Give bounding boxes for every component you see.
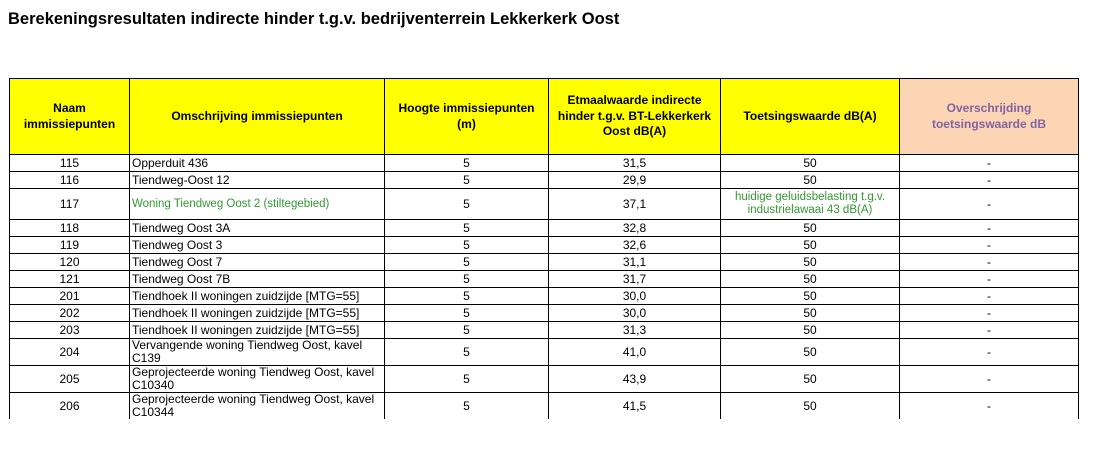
cell-toetsing: 50: [721, 155, 900, 172]
header-overschrijding: Overschrijding toetsingswaarde dB: [900, 79, 1079, 155]
cell-etmaal: 41,5: [549, 393, 721, 420]
cell-naam: 206: [10, 393, 130, 420]
cell-omschrijving: Tiendweg-Oost 12: [130, 172, 385, 189]
cell-toetsing: 50: [721, 172, 900, 189]
cell-hoogte: 5: [385, 189, 549, 220]
table-row: [10, 305, 1079, 322]
cell-etmaal: 32,8: [549, 220, 721, 237]
cell-omschrijving: Tiendhoek II woningen zuidzijde [MTG=55]: [130, 305, 385, 322]
cell-toetsing: 50: [721, 271, 900, 288]
cell-omschrijving: Vervangende woning Tiendweg Oost, kavel C139: [130, 339, 385, 366]
cell-toetsing: 50: [721, 254, 900, 271]
cell-etmaal: 30,0: [549, 288, 721, 305]
cell-naam: 205: [10, 366, 130, 393]
cell-toetsing: 50: [721, 322, 900, 339]
header-naam: Naam immissiepunten: [10, 79, 130, 155]
table-row: [10, 366, 1079, 393]
table-row: [10, 339, 1079, 366]
table-row: [10, 322, 1079, 339]
cell-etmaal: 30,0: [549, 305, 721, 322]
cell-hoogte: 5: [385, 220, 549, 237]
cell-hoogte: 5: [385, 393, 549, 420]
header-omschrijving: Omschrijving immissiepunten: [130, 79, 385, 155]
cell-naam: 115: [10, 155, 130, 172]
cell-hoogte: 5: [385, 366, 549, 393]
cell-toetsing: 50: [721, 366, 900, 393]
cell-etmaal: 31,3: [549, 322, 721, 339]
cell-toetsing: huidige geluidsbelasting t.g.v. industrielawaai 43 dB(A): [721, 189, 900, 220]
cell-etmaal: 41,0: [549, 339, 721, 366]
cell-omschrijving: Tiendweg Oost 7B: [130, 271, 385, 288]
table-row: [10, 172, 1079, 189]
page-title: Berekeningsresultaten indirecte hinder t.g.v. bedrijventerrein Lekkerkerk Oost: [8, 10, 620, 28]
cell-omschrijving: Geprojecteerde woning Tiendweg Oost, kavel C10340: [130, 366, 385, 393]
cell-toetsing: 50: [721, 305, 900, 322]
table-row: [10, 155, 1079, 172]
table-row: [10, 189, 1079, 220]
cell-omschrijving: Woning Tiendweg Oost 2 (stiltegebied): [130, 189, 385, 220]
results-table: [9, 78, 1079, 419]
cell-overschrijding: -: [900, 339, 1079, 366]
table-row: [10, 220, 1079, 237]
cell-omschrijving: Tiendweg Oost 7: [130, 254, 385, 271]
cell-overschrijding: -: [900, 288, 1079, 305]
cell-toetsing: 50: [721, 288, 900, 305]
cell-hoogte: 5: [385, 155, 549, 172]
cell-omschrijving: Tiendhoek II woningen zuidzijde [MTG=55]: [130, 288, 385, 305]
cell-overschrijding: -: [900, 366, 1079, 393]
table-row: [10, 288, 1079, 305]
cell-naam: 201: [10, 288, 130, 305]
cell-etmaal: 37,1: [549, 189, 721, 220]
cell-hoogte: 5: [385, 254, 549, 271]
cell-overschrijding: -: [900, 189, 1079, 220]
cell-overschrijding: -: [900, 254, 1079, 271]
cell-toetsing: 50: [721, 237, 900, 254]
cell-overschrijding: -: [900, 322, 1079, 339]
header-hoogte: Hoogte immissiepunten (m): [385, 79, 549, 155]
cell-overschrijding: -: [900, 155, 1079, 172]
cell-hoogte: 5: [385, 237, 549, 254]
cell-hoogte: 5: [385, 271, 549, 288]
cell-etmaal: 43,9: [549, 366, 721, 393]
header-toetsingswaarde: Toetsingswaarde dB(A): [721, 79, 900, 155]
table-row: [10, 254, 1079, 271]
cell-hoogte: 5: [385, 339, 549, 366]
table-row: [10, 237, 1079, 254]
cell-naam: 121: [10, 271, 130, 288]
cell-omschrijving: Tiendhoek II woningen zuidzijde [MTG=55]: [130, 322, 385, 339]
cell-etmaal: 32,6: [549, 237, 721, 254]
cell-toetsing: 50: [721, 220, 900, 237]
cell-omschrijving: Tiendweg Oost 3: [130, 237, 385, 254]
cell-toetsing: 50: [721, 393, 900, 420]
cell-naam: 116: [10, 172, 130, 189]
cell-naam: 119: [10, 237, 130, 254]
table-header-row: [10, 79, 1079, 155]
cell-overschrijding: -: [900, 220, 1079, 237]
table-row: [10, 393, 1079, 420]
table-row: [10, 271, 1079, 288]
cell-omschrijving: Tiendweg Oost 3A: [130, 220, 385, 237]
cell-naam: 204: [10, 339, 130, 366]
cell-naam: 203: [10, 322, 130, 339]
cell-omschrijving: Opperduit 436: [130, 155, 385, 172]
cell-etmaal: 31,7: [549, 271, 721, 288]
cell-etmaal: 31,5: [549, 155, 721, 172]
header-etmaalwaarde: Etmaalwaarde indirecte hinder t.g.v. BT-Lekkerkerk Oost dB(A): [549, 79, 721, 155]
cell-overschrijding: -: [900, 271, 1079, 288]
cell-overschrijding: -: [900, 393, 1079, 420]
cell-omschrijving: Geprojecteerde woning Tiendweg Oost, kavel C10344: [130, 393, 385, 420]
cell-overschrijding: -: [900, 237, 1079, 254]
cell-naam: 120: [10, 254, 130, 271]
cell-hoogte: 5: [385, 305, 549, 322]
cell-hoogte: 5: [385, 322, 549, 339]
cell-naam: 118: [10, 220, 130, 237]
cell-toetsing: 50: [721, 339, 900, 366]
cell-hoogte: 5: [385, 288, 549, 305]
cell-overschrijding: -: [900, 172, 1079, 189]
cell-naam: 202: [10, 305, 130, 322]
cell-overschrijding: -: [900, 305, 1079, 322]
cell-etmaal: 31,1: [549, 254, 721, 271]
cell-etmaal: 29,9: [549, 172, 721, 189]
cell-naam: 117: [10, 189, 130, 220]
cell-hoogte: 5: [385, 172, 549, 189]
